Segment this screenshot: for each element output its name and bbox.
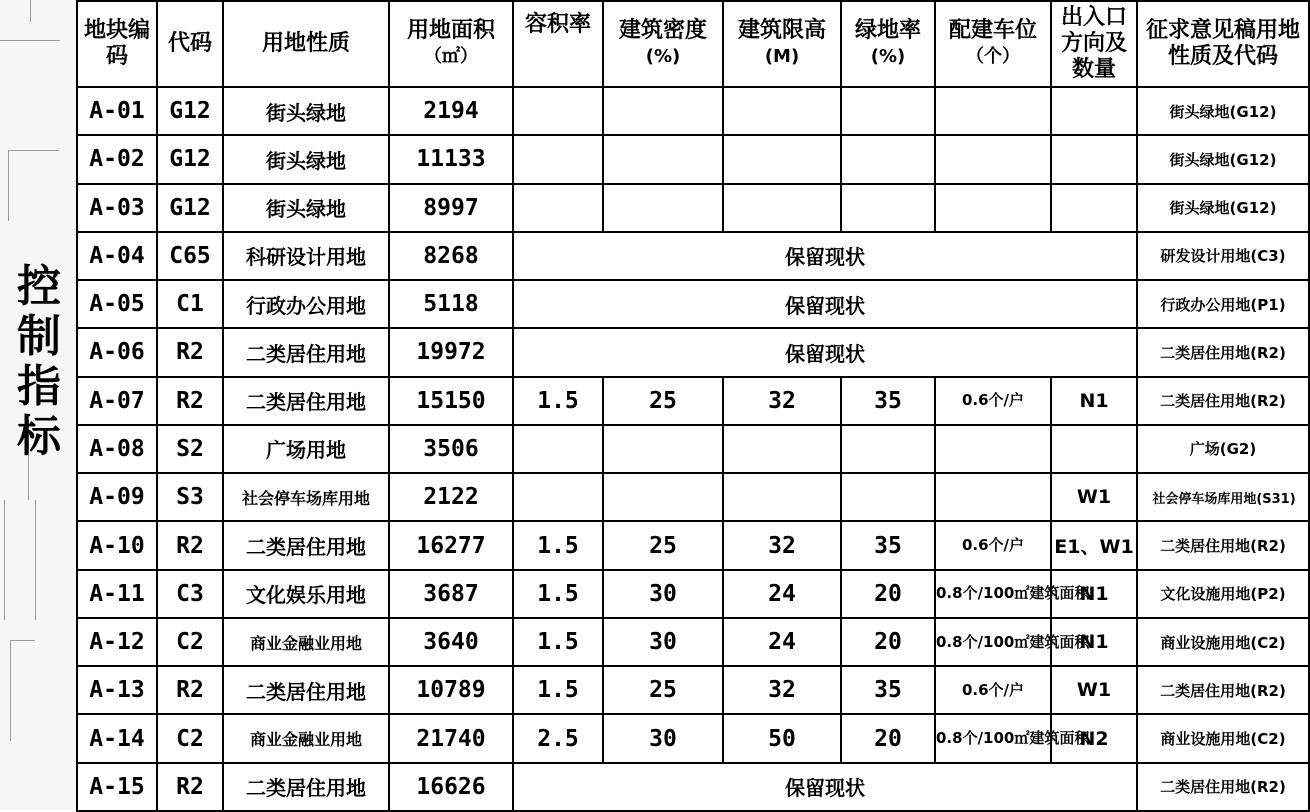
cell-land-use: 二类居住用地	[223, 521, 389, 569]
table-row	[77, 377, 1309, 425]
map-fragment-line	[10, 640, 35, 741]
map-fragment-line	[8, 150, 59, 221]
table-row	[77, 87, 1309, 135]
side-label-char: 制	[17, 311, 61, 362]
cell-plot-code: A-08	[77, 425, 157, 473]
cell-far	[513, 473, 603, 521]
cell-land-use: 街头绿地	[223, 87, 389, 135]
cell-land-code: R2	[157, 666, 223, 714]
cell-height	[723, 135, 841, 183]
map-fragment-line	[0, 40, 60, 41]
cell-area: 5118	[389, 280, 513, 328]
cell-original: 街头绿地(G12)	[1137, 135, 1309, 183]
table-row	[77, 714, 1309, 762]
cell-height: 32	[723, 377, 841, 425]
cell-original: 广场(G2)	[1137, 425, 1309, 473]
cell-land-use: 街头绿地	[223, 184, 389, 232]
cell-plot-code: A-10	[77, 521, 157, 569]
cell-original: 街头绿地(G12)	[1137, 184, 1309, 232]
cell-original: 研发设计用地(C3)	[1137, 232, 1309, 280]
cell-land-use: 商业金融业用地	[223, 714, 389, 762]
cell-green	[841, 135, 935, 183]
cell-far: 1.5	[513, 618, 603, 666]
cell-land-use: 二类居住用地	[223, 763, 389, 811]
header-parking-unit: （个）	[966, 46, 1020, 67]
cell-height: 50	[723, 714, 841, 762]
cell-plot-code: A-04	[77, 232, 157, 280]
cell-land-use: 行政办公用地	[223, 280, 389, 328]
cell-original: 行政办公用地(P1)	[1137, 280, 1309, 328]
cell-plot-code: A-07	[77, 377, 157, 425]
cell-land-use: 街头绿地	[223, 135, 389, 183]
cell-parking	[935, 425, 1051, 473]
header-height	[723, 1, 841, 87]
table-row	[77, 570, 1309, 618]
cell-land-code: R2	[157, 328, 223, 376]
cell-original: 二类居住用地(R2)	[1137, 377, 1309, 425]
cell-plot-code: A-15	[77, 763, 157, 811]
cell-far	[513, 184, 603, 232]
table-row	[77, 763, 1309, 811]
cell-plot-code: A-09	[77, 473, 157, 521]
cell-area: 8268	[389, 232, 513, 280]
cell-land-code: C2	[157, 714, 223, 762]
cell-plot-code: A-11	[77, 570, 157, 618]
cell-height	[723, 473, 841, 521]
header-area-label: 用地面积	[406, 18, 495, 43]
cell-original: 二类居住用地(R2)	[1137, 763, 1309, 811]
cell-area: 3687	[389, 570, 513, 618]
header-green-unit: (%)	[870, 46, 906, 67]
cell-plot-code: A-13	[77, 666, 157, 714]
header-density-unit: (%)	[645, 46, 681, 67]
side-label	[14, 262, 64, 462]
cell-parking: 0.8个/100㎡建筑面积	[935, 714, 1051, 762]
cell-land-use: 科研设计用地	[223, 232, 389, 280]
table-row	[77, 666, 1309, 714]
cell-area: 3506	[389, 425, 513, 473]
cell-plot-code: A-02	[77, 135, 157, 183]
cell-original: 文化设施用地(P2)	[1137, 570, 1309, 618]
header-parking-label: 配建车位	[948, 18, 1037, 43]
cell-far	[513, 87, 603, 135]
header-original: 征求意见稿用地性质及代码	[1137, 1, 1309, 87]
cell-land-code: G12	[157, 184, 223, 232]
cell-land-code: S3	[157, 473, 223, 521]
cell-plot-code: A-05	[77, 280, 157, 328]
cell-original: 社会停车场库用地(S31)	[1137, 473, 1309, 521]
header-green	[841, 1, 935, 87]
cell-area: 2194	[389, 87, 513, 135]
cell-original: 商业设施用地(C2)	[1137, 618, 1309, 666]
cell-land-code: C3	[157, 570, 223, 618]
cell-green	[841, 184, 935, 232]
cell-parking: 0.8个/100㎡建筑面积	[935, 618, 1051, 666]
cell-height: 24	[723, 618, 841, 666]
cell-area: 3640	[389, 618, 513, 666]
control-index-table	[76, 0, 1310, 812]
cell-green: 20	[841, 714, 935, 762]
cell-area: 8997	[389, 184, 513, 232]
cell-parking	[935, 87, 1051, 135]
cell-area: 10789	[389, 666, 513, 714]
cell-entrance	[1051, 184, 1137, 232]
header-area-unit: （㎡）	[424, 46, 478, 67]
cell-parking: 0.6个/户	[935, 521, 1051, 569]
cell-far	[513, 425, 603, 473]
cell-status: 保留现状	[513, 763, 1137, 811]
cell-density	[603, 184, 723, 232]
cell-land-code: S2	[157, 425, 223, 473]
cell-entrance	[1051, 135, 1137, 183]
cell-height	[723, 87, 841, 135]
cell-density	[603, 135, 723, 183]
header-parking	[935, 1, 1051, 87]
table-row	[77, 135, 1309, 183]
cell-density: 25	[603, 666, 723, 714]
cell-land-code: G12	[157, 135, 223, 183]
header-far: 容积率	[513, 1, 603, 87]
cell-entrance: W1	[1051, 473, 1137, 521]
cell-density: 30	[603, 714, 723, 762]
cell-parking: 0.6个/户	[935, 666, 1051, 714]
cell-parking: 0.6个/户	[935, 377, 1051, 425]
cell-density: 30	[603, 570, 723, 618]
cell-entrance: N2	[1051, 714, 1137, 762]
cell-density	[603, 425, 723, 473]
cell-height	[723, 184, 841, 232]
cell-density: 30	[603, 618, 723, 666]
cell-land-code: R2	[157, 763, 223, 811]
cell-land-code: C65	[157, 232, 223, 280]
cell-land-code: C2	[157, 618, 223, 666]
cell-green: 35	[841, 666, 935, 714]
cell-entrance	[1051, 425, 1137, 473]
table-row	[77, 280, 1309, 328]
cell-entrance: E1、W1	[1051, 521, 1137, 569]
cell-green	[841, 87, 935, 135]
cell-area: 21740	[389, 714, 513, 762]
cell-land-use: 文化娱乐用地	[223, 570, 389, 618]
cell-land-use: 二类居住用地	[223, 377, 389, 425]
cell-entrance: N1	[1051, 618, 1137, 666]
cell-status: 保留现状	[513, 232, 1137, 280]
cell-height: 32	[723, 521, 841, 569]
side-label-char: 控	[17, 261, 61, 312]
cell-entrance	[1051, 87, 1137, 135]
table-row	[77, 184, 1309, 232]
cell-land-use: 二类居住用地	[223, 328, 389, 376]
cell-original: 二类居住用地(R2)	[1137, 666, 1309, 714]
header-green-label: 绿地率	[854, 18, 921, 43]
cell-land-use: 社会停车场库用地	[223, 473, 389, 521]
cell-area: 11133	[389, 135, 513, 183]
cell-far: 1.5	[513, 521, 603, 569]
header-height-label: 建筑限高	[737, 18, 826, 43]
table-row	[77, 328, 1309, 376]
cell-plot-code: A-01	[77, 87, 157, 135]
cell-far: 1.5	[513, 570, 603, 618]
cell-land-code: G12	[157, 87, 223, 135]
cell-height: 24	[723, 570, 841, 618]
cell-land-use: 二类居住用地	[223, 666, 389, 714]
side-label-char: 指	[17, 361, 61, 412]
cell-parking	[935, 473, 1051, 521]
map-fragment-line	[4, 500, 36, 620]
cell-area: 2122	[389, 473, 513, 521]
cell-land-use: 广场用地	[223, 425, 389, 473]
header-area	[389, 1, 513, 87]
cell-plot-code: A-12	[77, 618, 157, 666]
cell-area: 16277	[389, 521, 513, 569]
table-row	[77, 618, 1309, 666]
cell-land-code: R2	[157, 521, 223, 569]
cell-parking	[935, 135, 1051, 183]
cell-green: 20	[841, 618, 935, 666]
side-label-char: 标	[17, 411, 61, 462]
table-row	[77, 473, 1309, 521]
cell-plot-code: A-03	[77, 184, 157, 232]
header-row	[77, 1, 1309, 87]
header-land-use: 用地性质	[223, 1, 389, 87]
cell-green	[841, 473, 935, 521]
cell-entrance: N1	[1051, 570, 1137, 618]
header-plot-code: 地块编码	[77, 1, 157, 87]
header-density	[603, 1, 723, 87]
cell-plot-code: A-06	[77, 328, 157, 376]
cell-plot-code: A-14	[77, 714, 157, 762]
cell-far: 1.5	[513, 666, 603, 714]
table-row	[77, 232, 1309, 280]
header-height-unit: (M)	[764, 46, 800, 67]
cell-original: 二类居住用地(R2)	[1137, 328, 1309, 376]
cell-density: 25	[603, 521, 723, 569]
cell-land-code: C1	[157, 280, 223, 328]
cell-area: 15150	[389, 377, 513, 425]
cell-density: 25	[603, 377, 723, 425]
cell-green: 35	[841, 377, 935, 425]
cell-area: 16626	[389, 763, 513, 811]
cell-original: 商业设施用地(C2)	[1137, 714, 1309, 762]
cell-density	[603, 87, 723, 135]
cell-height	[723, 425, 841, 473]
cell-parking: 0.8个/100㎡建筑面积	[935, 570, 1051, 618]
table-row	[77, 521, 1309, 569]
header-density-label: 建筑密度	[618, 18, 707, 43]
cell-status: 保留现状	[513, 328, 1137, 376]
cell-area: 19972	[389, 328, 513, 376]
map-fragment-line	[30, 0, 31, 22]
cell-entrance: W1	[1051, 666, 1137, 714]
cell-parking	[935, 184, 1051, 232]
cell-land-code: R2	[157, 377, 223, 425]
cell-green: 20	[841, 570, 935, 618]
cell-original: 二类居住用地(R2)	[1137, 521, 1309, 569]
cell-far	[513, 135, 603, 183]
cell-far: 2.5	[513, 714, 603, 762]
cell-green	[841, 425, 935, 473]
cell-original: 街头绿地(G12)	[1137, 87, 1309, 135]
cell-status: 保留现状	[513, 280, 1137, 328]
cell-far: 1.5	[513, 377, 603, 425]
header-entrance: 出入口方向及数量	[1051, 1, 1137, 87]
cell-green: 35	[841, 521, 935, 569]
cell-entrance: N1	[1051, 377, 1137, 425]
cell-land-use: 商业金融业用地	[223, 618, 389, 666]
cell-density	[603, 473, 723, 521]
header-code: 代码	[157, 1, 223, 87]
table-row	[77, 425, 1309, 473]
cell-height: 32	[723, 666, 841, 714]
